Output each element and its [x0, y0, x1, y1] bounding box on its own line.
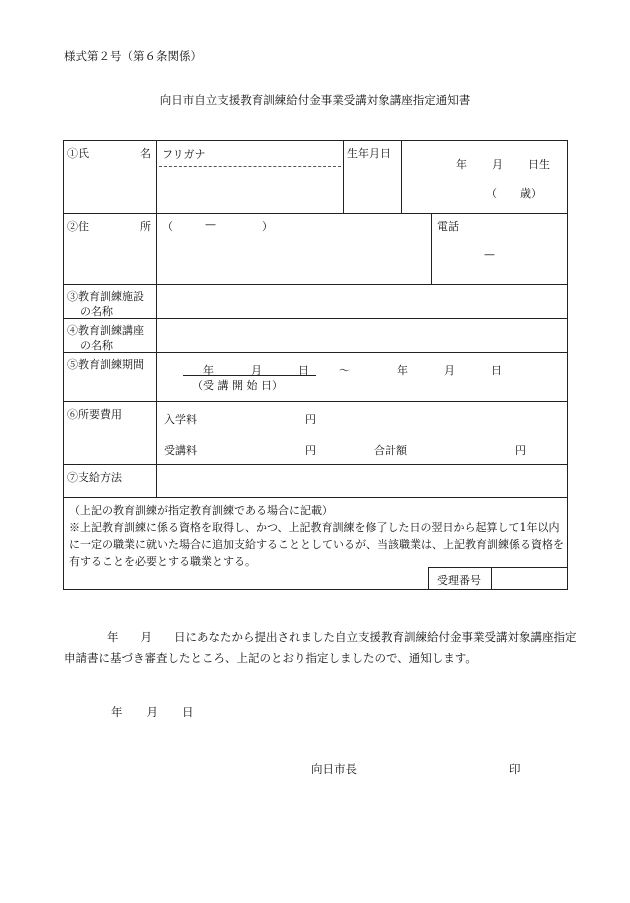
postal-dash: —: [205, 218, 216, 231]
notice-line1: [107, 629, 577, 645]
birth-label: 生年月日: [347, 147, 391, 160]
course-label-sub: の名称: [80, 339, 113, 352]
row-divider: [63, 497, 568, 498]
admission-label: 入学料: [164, 413, 197, 426]
end-year-unit: 年: [397, 364, 408, 377]
period-tilde: ～: [339, 364, 350, 377]
facility-label-sub: の名称: [80, 305, 113, 318]
postal-open: （: [162, 220, 173, 233]
row-divider: [63, 213, 568, 214]
postal-close: ）: [262, 220, 273, 233]
date-month-unit: 月: [146, 705, 158, 719]
phone-label: 電話: [437, 220, 459, 233]
row-divider: [63, 352, 568, 353]
tuition-unit: 円: [305, 444, 316, 457]
end-month-unit: 月: [444, 364, 455, 377]
seal-mark: 印: [509, 762, 521, 776]
label-column-divider: [156, 140, 157, 497]
tuition-label: 受講料: [164, 444, 197, 457]
costs-label: ⑥所要費用: [67, 408, 122, 421]
row-divider: [63, 401, 568, 402]
age-open: （: [486, 187, 497, 200]
course-label: ④教育訓練講座: [67, 324, 144, 337]
row-divider: [63, 284, 568, 285]
age-unit: 歳）: [520, 187, 542, 200]
row-divider: [63, 318, 568, 319]
receipt-label-left: [428, 567, 429, 590]
date-day-unit: 日: [182, 705, 194, 719]
end-day-unit: 日: [491, 364, 502, 377]
phone-dash: —: [484, 248, 495, 261]
address-label-tail: 所: [140, 220, 151, 233]
notice-month-unit: 月: [140, 630, 152, 644]
row-divider: [63, 464, 568, 465]
name-label: ①氏: [67, 147, 89, 160]
admission-unit: 円: [305, 413, 316, 426]
note-body: ※上記教育訓練に係る資格を取得し、かつ、上記教育訓練を修了した日の翌日から起算して1年以内に一定の職業に就いた場合に追加支給することとしているが、当該職業は、上記教育訓練係る資格を有することを必要とする職業とする。: [69, 521, 564, 568]
birth-label-divider: [343, 140, 344, 213]
name-label-tail: 名: [140, 147, 151, 160]
furigana-dashed-line: [159, 166, 341, 167]
birth-day-unit: 日生: [528, 158, 550, 171]
start-year-unit: 年: [203, 364, 214, 377]
birth-year-unit: 年: [456, 158, 467, 171]
facility-label: ③教育訓練施設: [67, 290, 144, 303]
notice-line1-text: 日にあなたから提出されました自立支援教育訓練給付金事業受講対象講座指定: [174, 630, 577, 644]
start-day-unit: 日: [298, 364, 309, 377]
birth-value-divider: [401, 140, 402, 213]
start-date-caption: （受 講 開 始 日）: [192, 379, 283, 392]
payment-label: ⑦支給方法: [67, 471, 122, 484]
note-heading: （上記の教育訓練が指定教育訓練である場合に記載）: [69, 504, 333, 517]
birth-month-unit: 月: [492, 158, 503, 171]
date-year-unit: 年: [111, 705, 123, 719]
document-title: 向日市自立支援教育訓練給付金事業受講対象講座指定通知書: [159, 93, 471, 107]
furigana-label: フリガナ: [162, 148, 206, 161]
notice-line2: 申請書に基づき審査したところ、上記のとおり指定しましたので、通知します。: [64, 651, 477, 665]
form-number: 様式第２号（第６条関係）: [64, 49, 202, 63]
total-label: 合計額: [374, 444, 407, 457]
receipt-label-right: [491, 567, 492, 590]
address-label: ②住: [67, 220, 89, 233]
start-month-unit: 月: [251, 364, 262, 377]
total-unit: 円: [515, 444, 526, 457]
mayor-title: 向日市長: [311, 762, 357, 776]
period-label: ⑤教育訓練期間: [67, 358, 144, 371]
start-date-underline: [183, 375, 316, 376]
notice-year-unit: 年: [107, 630, 119, 644]
receipt-label: 受理番号: [437, 574, 481, 587]
date-line: [111, 704, 194, 720]
phone-divider: [431, 213, 432, 284]
